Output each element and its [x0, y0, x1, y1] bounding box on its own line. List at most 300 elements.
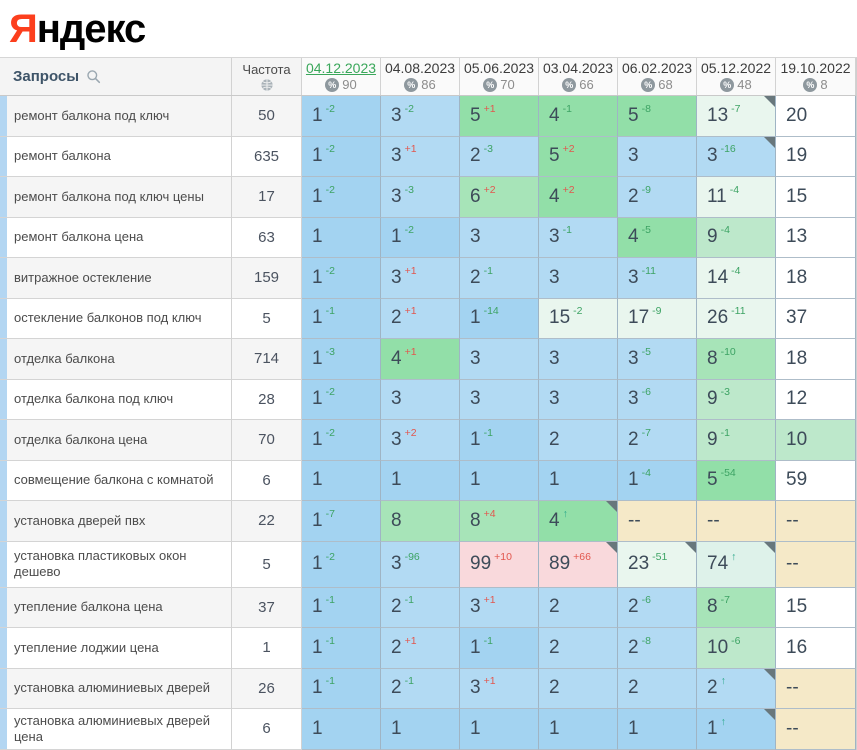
position-delta: -54: [720, 467, 736, 480]
date-column-link[interactable]: 04.12.2023: [305, 59, 377, 76]
position-value: 23: [628, 553, 650, 574]
position-cell[interactable]: [460, 501, 539, 542]
frequency-value: 63: [258, 228, 275, 246]
frequency-cell: [232, 380, 302, 421]
table-row: [0, 380, 856, 421]
position-value: 2: [391, 636, 402, 658]
position-cell[interactable]: [697, 137, 776, 178]
position-delta: -1: [483, 264, 493, 277]
position-cell[interactable]: [776, 628, 856, 669]
position-cell[interactable]: [776, 218, 856, 259]
position-cell[interactable]: [776, 501, 856, 542]
position-delta: -8: [641, 102, 651, 115]
query-cell[interactable]: [0, 669, 232, 710]
position-value: 99: [470, 553, 492, 574]
yandex-logo-ya: Я: [9, 6, 37, 51]
position-value: 17: [628, 307, 650, 329]
position-cell[interactable]: [381, 299, 460, 340]
position-value: 3: [549, 266, 560, 288]
frequency-value: 26: [258, 679, 275, 697]
snippet-corner-marker[interactable]: [764, 96, 775, 107]
table-row: [0, 299, 856, 340]
position-cell[interactable]: [539, 709, 618, 750]
query-cell[interactable]: [0, 177, 232, 218]
table-header-row: [0, 58, 856, 96]
query-cell[interactable]: [0, 461, 232, 502]
position-cell[interactable]: [776, 588, 856, 629]
position-delta: -3: [720, 386, 730, 399]
query-cell[interactable]: [0, 299, 232, 340]
position-cell[interactable]: [776, 709, 856, 750]
position-cell[interactable]: [381, 258, 460, 299]
position-delta: +66: [573, 551, 591, 563]
snippet-corner-marker[interactable]: [764, 709, 775, 720]
date-column-link[interactable]: 05.06.2023: [463, 59, 535, 76]
position-value: 1: [470, 636, 481, 658]
frequency-value: 37: [258, 598, 275, 616]
frequency-cell: [232, 628, 302, 669]
position-value: 1: [312, 266, 323, 288]
position-value: 3: [628, 388, 639, 410]
coverage-indicator: [641, 77, 672, 92]
position-cell[interactable]: [776, 420, 856, 461]
query-text: утепление балкона цена: [14, 599, 163, 615]
position-cell[interactable]: [302, 96, 381, 137]
query-cell[interactable]: [0, 588, 232, 629]
position-cell[interactable]: [460, 258, 539, 299]
position-cell[interactable]: [618, 339, 697, 380]
position-delta: -1: [404, 675, 414, 688]
query-cell[interactable]: [0, 542, 232, 588]
position-cell[interactable]: [381, 461, 460, 502]
position-cell[interactable]: [539, 96, 618, 137]
position-value: 4: [549, 509, 560, 531]
query-cell[interactable]: [0, 218, 232, 259]
frequency-cell: [232, 177, 302, 218]
position-cell[interactable]: [460, 628, 539, 669]
position-value: 5: [549, 145, 560, 167]
position-cell[interactable]: [302, 542, 381, 588]
position-cell[interactable]: [539, 218, 618, 259]
position-cell[interactable]: [302, 299, 381, 340]
position-cell[interactable]: [618, 669, 697, 710]
position-cell[interactable]: [697, 501, 776, 542]
query-cell[interactable]: [0, 420, 232, 461]
date-header-cell: [776, 58, 856, 95]
position-value: 3: [628, 347, 639, 369]
position-value: 3: [707, 145, 718, 167]
date-column-link[interactable]: 03.04.2023: [542, 59, 614, 76]
position-value: 3: [470, 388, 481, 410]
coverage-indicator: [562, 77, 593, 92]
position-cell[interactable]: [460, 709, 539, 750]
position-value: 19: [786, 145, 808, 167]
frequency-value: 5: [262, 309, 271, 327]
position-value: 1: [707, 717, 718, 739]
frequency-cell: [232, 542, 302, 588]
search-icon[interactable]: [86, 69, 101, 84]
position-cell[interactable]: [776, 669, 856, 710]
position-cell[interactable]: [539, 461, 618, 502]
query-text: установка пластиковых окон дешево: [14, 548, 187, 579]
table-row: [0, 218, 856, 259]
position-cell[interactable]: [618, 420, 697, 461]
position-cell[interactable]: [381, 669, 460, 710]
frequency-value: 70: [258, 431, 275, 449]
position-cell[interactable]: [381, 177, 460, 218]
position-cell[interactable]: [460, 299, 539, 340]
position-cell[interactable]: [618, 299, 697, 340]
position-cell[interactable]: [539, 542, 618, 588]
position-cell[interactable]: [302, 628, 381, 669]
position-cell[interactable]: [697, 588, 776, 629]
frequency-value: 1: [262, 639, 271, 657]
position-cell[interactable]: [460, 542, 539, 588]
yandex-logo-rest: ндекс: [36, 6, 146, 51]
position-value: 2: [549, 428, 560, 450]
position-cell[interactable]: [697, 96, 776, 137]
position-cell[interactable]: [697, 461, 776, 502]
position-cell[interactable]: [539, 177, 618, 218]
position-value: 2: [549, 636, 560, 658]
position-delta: -3: [325, 345, 335, 358]
coverage-indicator: [404, 77, 435, 92]
position-delta: -6: [641, 386, 651, 399]
position-cell[interactable]: [302, 339, 381, 380]
position-cell[interactable]: [618, 177, 697, 218]
position-cell[interactable]: [697, 258, 776, 299]
frequency-cell: [232, 299, 302, 340]
position-cell[interactable]: [381, 542, 460, 588]
position-cell[interactable]: [539, 299, 618, 340]
query-cell[interactable]: [0, 380, 232, 421]
position-cell[interactable]: [697, 339, 776, 380]
position-value: 9: [707, 388, 718, 410]
position-cell[interactable]: [776, 380, 856, 421]
position-delta: -11: [641, 264, 656, 277]
position-cell[interactable]: [776, 461, 856, 502]
position-cell[interactable]: [381, 137, 460, 178]
date-column-link[interactable]: 19.10.2022: [780, 59, 851, 76]
position-cell[interactable]: [302, 420, 381, 461]
position-cell[interactable]: [302, 461, 381, 502]
query-cell[interactable]: [0, 628, 232, 669]
position-value: 8: [707, 347, 718, 369]
position-cell[interactable]: [302, 258, 381, 299]
position-value: 2: [707, 677, 718, 699]
position-value: 2: [628, 677, 639, 699]
position-cell[interactable]: [539, 258, 618, 299]
frequency-value: 714: [253, 350, 280, 368]
position-delta: -1: [325, 634, 335, 647]
position-value: 1: [312, 428, 323, 450]
percent-icon: %: [803, 78, 817, 92]
position-cell[interactable]: [302, 380, 381, 421]
position-value: 5: [470, 104, 481, 126]
position-cell[interactable]: [302, 709, 381, 750]
position-cell[interactable]: [381, 218, 460, 259]
position-cell[interactable]: [776, 258, 856, 299]
date-header-cell: [539, 58, 618, 95]
position-cell[interactable]: [618, 96, 697, 137]
position-delta: -11: [731, 305, 746, 318]
position-value: 12: [786, 388, 808, 410]
snippet-corner-marker[interactable]: [764, 669, 775, 680]
position-delta: +1: [483, 675, 496, 688]
position-cell[interactable]: [460, 339, 539, 380]
position-cell[interactable]: [302, 177, 381, 218]
frequency-value: 50: [258, 107, 275, 125]
position-cell[interactable]: [381, 709, 460, 750]
position-cell[interactable]: [381, 420, 460, 461]
coverage-indicator: [720, 77, 751, 92]
percent-icon: %: [641, 78, 655, 92]
position-value: 1: [312, 104, 323, 126]
position-delta: -4: [729, 183, 740, 196]
position-cell[interactable]: [381, 339, 460, 380]
query-cell[interactable]: [0, 709, 232, 750]
frequency-cell: [232, 339, 302, 380]
table-row: [0, 177, 856, 218]
snippet-corner-marker[interactable]: [764, 137, 775, 148]
table-row: [0, 709, 856, 750]
position-cell[interactable]: [302, 501, 381, 542]
query-text: установка дверей пвх: [14, 512, 146, 528]
position-cell[interactable]: [776, 299, 856, 340]
position-cell[interactable]: [776, 339, 856, 380]
position-cell[interactable]: [460, 218, 539, 259]
position-value: --: [786, 553, 799, 574]
position-value: 8: [470, 509, 481, 531]
date-column-link[interactable]: 05.12.2022: [700, 59, 772, 76]
query-cell[interactable]: [0, 339, 232, 380]
frequency-cell: [232, 709, 302, 750]
snippet-corner-marker[interactable]: [685, 542, 696, 553]
snippet-corner-marker[interactable]: [606, 542, 617, 553]
position-delta: -7: [641, 426, 651, 439]
position-value: 3: [628, 266, 639, 288]
position-cell[interactable]: [618, 461, 697, 502]
table-row: [0, 339, 856, 380]
position-value: 3: [391, 428, 402, 450]
frequency-cell: [232, 218, 302, 259]
queries-header-cell: [0, 58, 232, 95]
position-cell[interactable]: [697, 299, 776, 340]
position-delta: -3: [483, 143, 493, 156]
position-delta: -2: [325, 102, 335, 115]
yandex-logo: [9, 6, 146, 51]
position-delta: -6: [731, 634, 741, 647]
position-cell[interactable]: [539, 137, 618, 178]
query-cell[interactable]: [0, 137, 232, 178]
position-delta: +1: [404, 305, 417, 318]
position-delta: +1: [404, 634, 417, 647]
coverage-indicator: [803, 77, 827, 92]
position-cell[interactable]: [697, 218, 776, 259]
position-delta: -2: [325, 264, 335, 277]
coverage-value: 48: [737, 77, 752, 93]
position-cell[interactable]: [539, 420, 618, 461]
position-cell[interactable]: [776, 542, 856, 588]
position-cell[interactable]: [776, 177, 856, 218]
position-cell[interactable]: [618, 501, 697, 542]
table-row: [0, 96, 856, 137]
position-delta: -96: [404, 551, 420, 563]
position-cell[interactable]: [460, 588, 539, 629]
position-cell[interactable]: [539, 588, 618, 629]
position-cell[interactable]: [460, 669, 539, 710]
position-cell[interactable]: [539, 669, 618, 710]
query-cell[interactable]: [0, 501, 232, 542]
frequency-value: 22: [258, 512, 275, 530]
position-cell[interactable]: [697, 380, 776, 421]
position-cell[interactable]: [776, 96, 856, 137]
position-cell[interactable]: [697, 669, 776, 710]
position-value: 9: [707, 428, 718, 450]
position-cell[interactable]: [618, 542, 697, 588]
position-value: 3: [391, 185, 402, 207]
position-delta: -8: [641, 634, 651, 647]
position-cell[interactable]: [302, 137, 381, 178]
position-delta: +1: [404, 345, 417, 358]
position-cell[interactable]: [618, 137, 697, 178]
query-text: установка алюминиевых дверей цена: [14, 712, 210, 744]
query-text: совмещение балкона с комнатой: [14, 472, 214, 488]
position-cell[interactable]: [539, 501, 618, 542]
position-cell[interactable]: [460, 380, 539, 421]
position-cell[interactable]: [697, 628, 776, 669]
position-delta: -1: [483, 426, 493, 439]
position-cell[interactable]: [460, 461, 539, 502]
table-row: [0, 137, 856, 178]
position-delta: +4: [483, 507, 496, 520]
position-cell[interactable]: [381, 588, 460, 629]
position-cell[interactable]: [460, 177, 539, 218]
logo-bar: [0, 0, 857, 57]
position-value: --: [786, 677, 799, 699]
position-value: 15: [786, 185, 808, 207]
position-cell[interactable]: [618, 588, 697, 629]
position-cell[interactable]: [539, 339, 618, 380]
table-row: [0, 628, 856, 669]
coverage-value: 90: [342, 77, 357, 93]
position-delta: +1: [483, 102, 496, 115]
position-value: 1: [312, 677, 323, 699]
position-cell[interactable]: [697, 420, 776, 461]
position-value: 2: [628, 428, 639, 450]
position-cell[interactable]: [460, 137, 539, 178]
position-value: 3: [470, 596, 481, 618]
table-row: [0, 542, 856, 588]
snippet-corner-marker[interactable]: [764, 542, 775, 553]
position-delta: -1: [720, 426, 730, 439]
position-cell[interactable]: [697, 177, 776, 218]
position-cell[interactable]: [618, 218, 697, 259]
position-delta: -3: [404, 183, 414, 196]
position-cell[interactable]: [697, 542, 776, 588]
position-delta: -2: [573, 305, 583, 318]
position-cell[interactable]: [539, 628, 618, 669]
position-value: --: [707, 509, 720, 531]
query-cell[interactable]: [0, 96, 232, 137]
date-column-link[interactable]: 06.02.2023: [621, 59, 693, 76]
position-delta: -9: [641, 183, 651, 196]
position-delta: -4: [720, 224, 730, 237]
table-row: [0, 461, 856, 502]
frequency-cell: [232, 461, 302, 502]
position-delta: -1: [325, 305, 335, 318]
date-header-cell: [697, 58, 776, 95]
position-cell[interactable]: [381, 380, 460, 421]
position-cell[interactable]: [618, 258, 697, 299]
position-value: 18: [786, 347, 808, 369]
coverage-value: 8: [820, 77, 828, 93]
frequency-cell: [232, 137, 302, 178]
position-value: 3: [470, 677, 481, 699]
position-delta: -2: [325, 143, 335, 156]
position-cell[interactable]: [618, 380, 697, 421]
position-cell[interactable]: [618, 709, 697, 750]
position-value: 1: [312, 185, 323, 207]
position-delta: -1: [483, 634, 493, 647]
position-cell[interactable]: [697, 709, 776, 750]
globe-icon: [260, 78, 274, 92]
position-cell[interactable]: [776, 137, 856, 178]
position-delta: +1: [404, 143, 417, 156]
query-cell[interactable]: [0, 258, 232, 299]
date-header-cell: [618, 58, 697, 95]
position-cell[interactable]: [381, 96, 460, 137]
position-delta: -9: [652, 305, 662, 318]
snippet-corner-marker[interactable]: [606, 501, 617, 512]
coverage-value: 86: [421, 77, 436, 93]
position-delta: +2: [483, 183, 496, 196]
position-value: 1: [312, 596, 323, 618]
position-value: 3: [628, 145, 639, 167]
position-value: 59: [786, 469, 808, 491]
position-cell[interactable]: [460, 96, 539, 137]
position-delta: +1: [404, 264, 417, 277]
position-delta: -1: [562, 102, 572, 115]
coverage-value: 66: [579, 77, 594, 93]
position-value: 4: [549, 185, 560, 207]
queries-header-label: Запросы: [13, 68, 80, 85]
position-value: 18: [786, 266, 808, 288]
position-cell[interactable]: [381, 628, 460, 669]
position-delta: -7: [720, 594, 730, 607]
position-delta: -1: [562, 224, 572, 237]
position-cell[interactable]: [618, 628, 697, 669]
position-delta: -4: [731, 264, 741, 277]
frequency-header-label: Частота: [242, 61, 291, 77]
position-value: 2: [628, 596, 639, 618]
date-column-link[interactable]: 04.08.2023: [384, 59, 456, 76]
query-text: утепление лоджии цена: [14, 639, 159, 655]
position-cell[interactable]: [460, 420, 539, 461]
position-cell[interactable]: [539, 380, 618, 421]
position-cell[interactable]: [302, 218, 381, 259]
position-cell[interactable]: [381, 501, 460, 542]
position-cell[interactable]: [302, 588, 381, 629]
position-value: 20: [786, 104, 808, 126]
frequency-cell: [232, 96, 302, 137]
position-value: 8: [391, 509, 402, 531]
position-delta: -5: [641, 224, 651, 237]
query-text: отделка балкона: [14, 350, 115, 366]
position-delta: -2: [404, 102, 414, 115]
position-cell[interactable]: [302, 669, 381, 710]
position-delta: -1: [325, 675, 335, 688]
